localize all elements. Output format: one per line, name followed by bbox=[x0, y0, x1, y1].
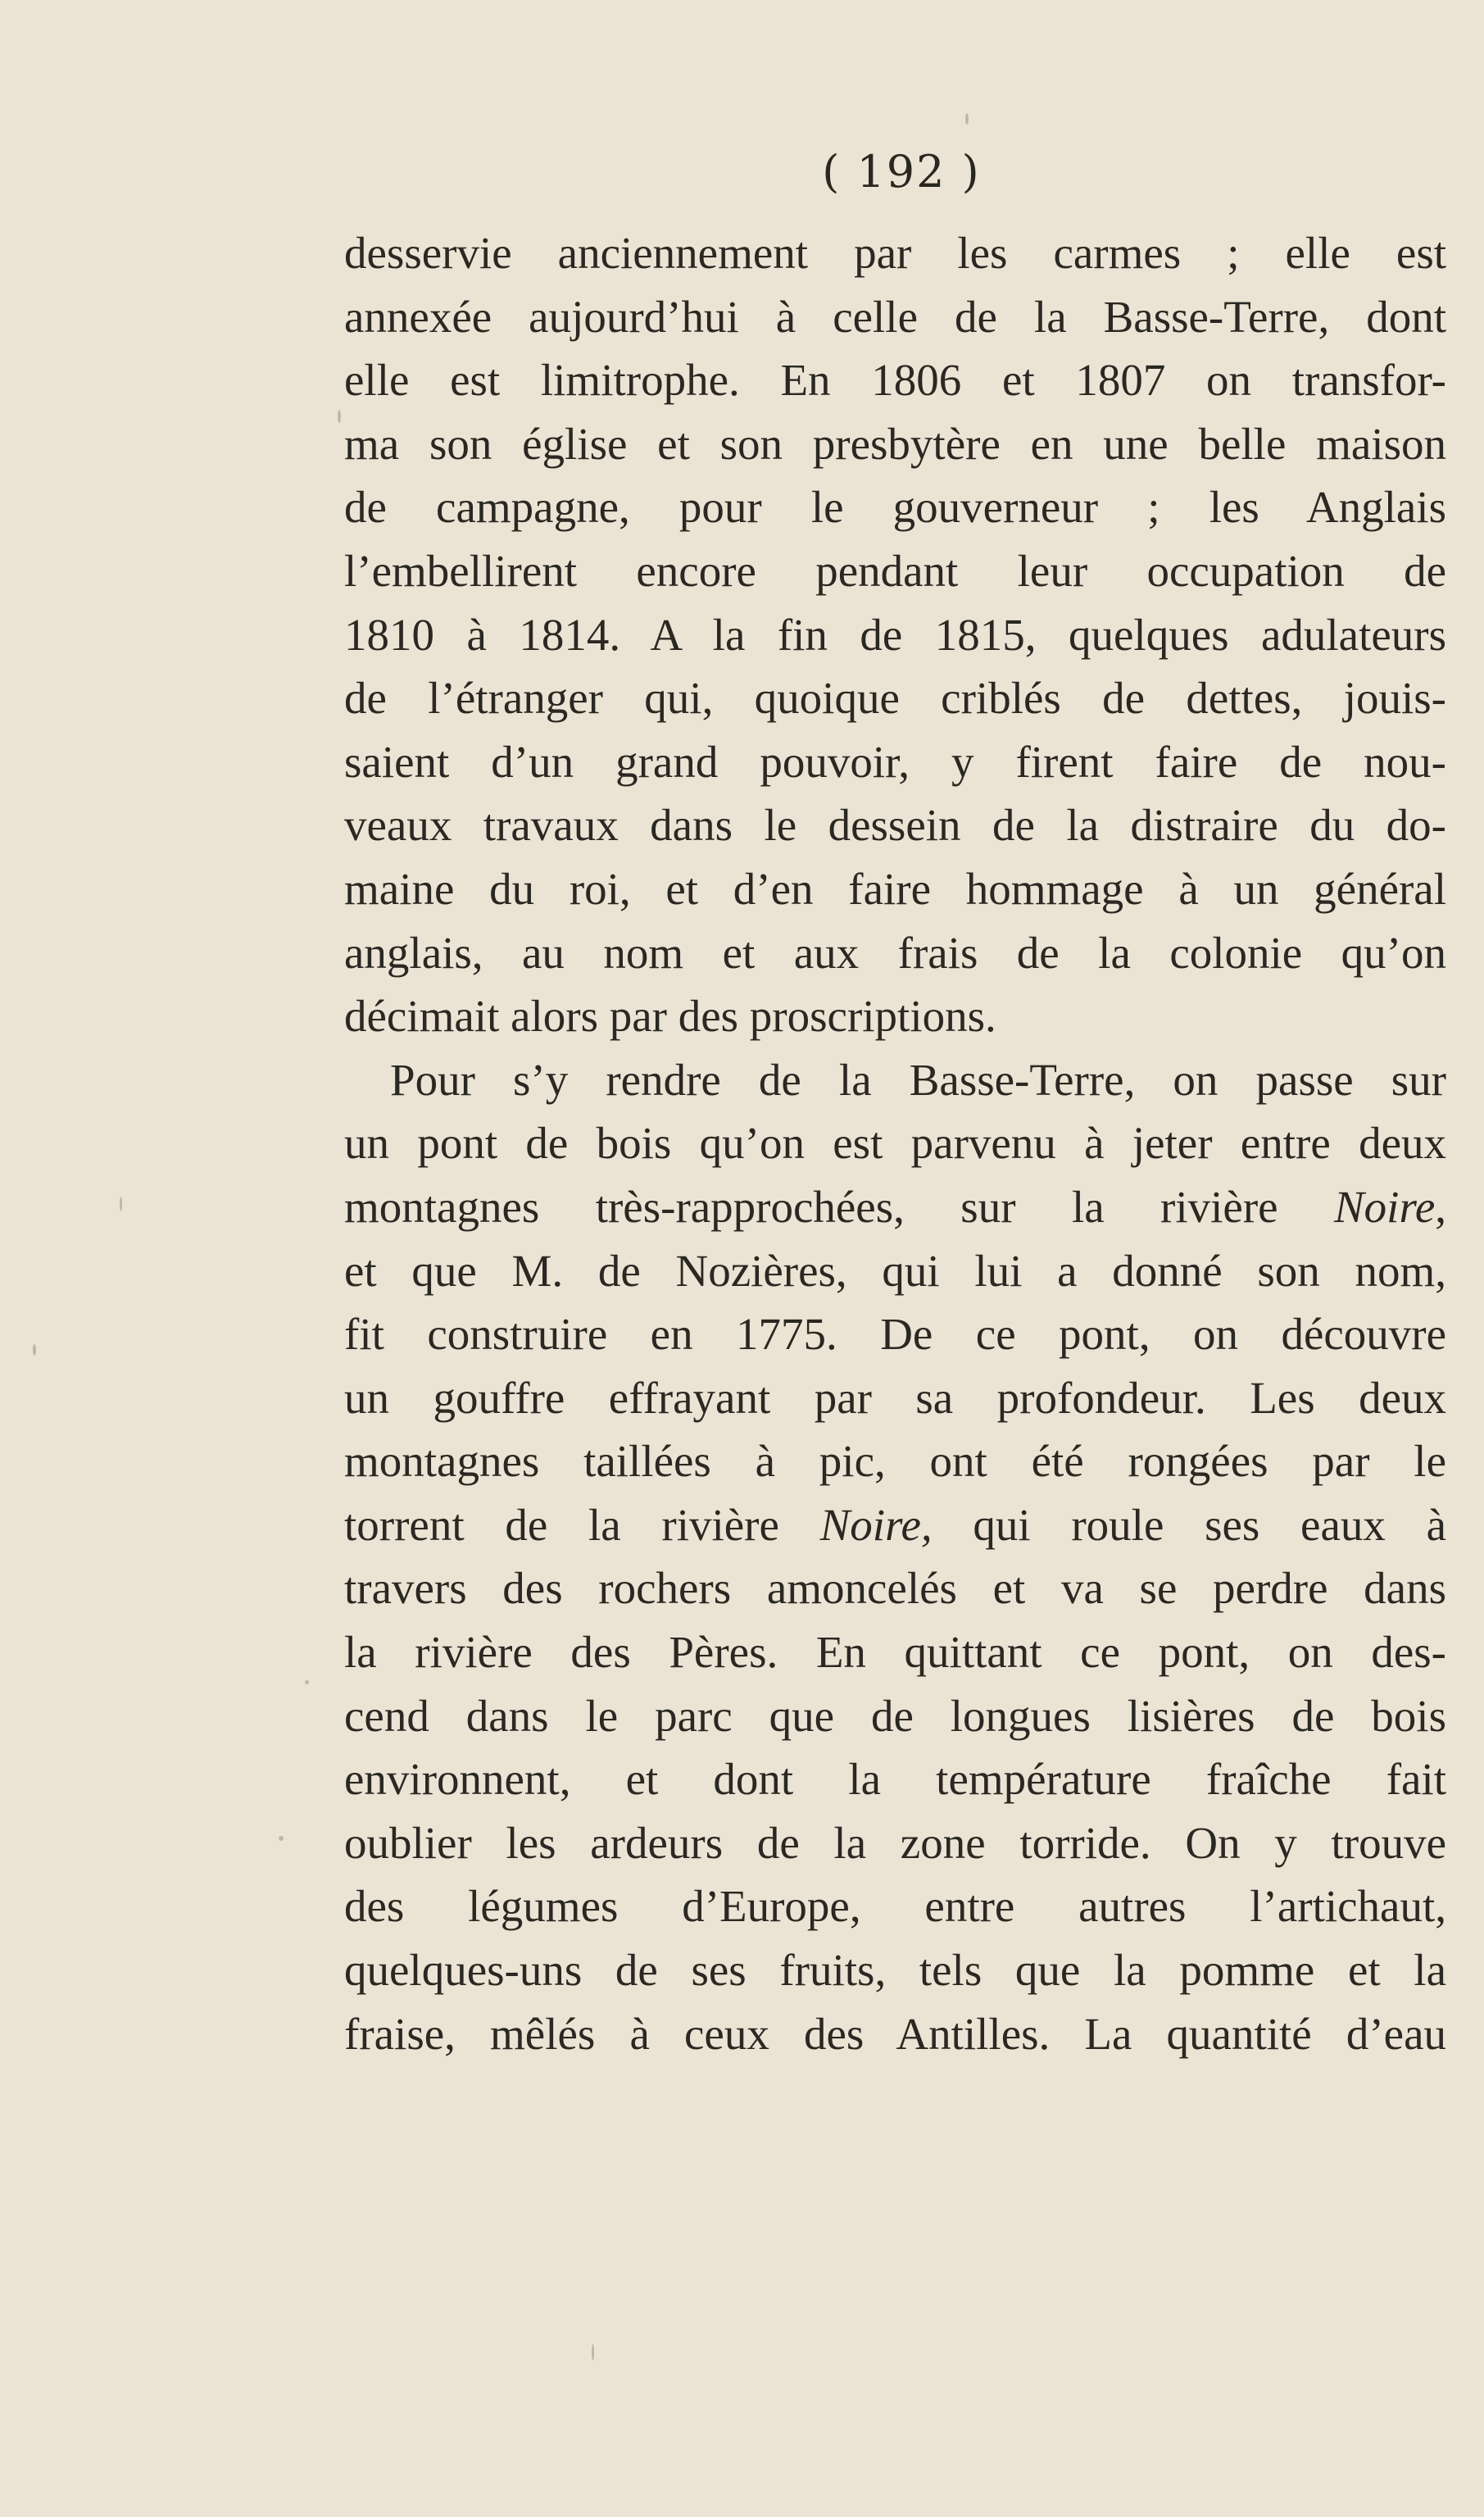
text-line-with-italic bbox=[344, 1493, 1446, 1557]
text-line: des légumes d’Europe, entre autres l’artichaut, bbox=[344, 1881, 1446, 1932]
text-line: maine du roi, et d’en faire hommage à un général bbox=[344, 863, 1446, 914]
paragraph-start-line: Pour s’y rendre de la Basse-Terre, on passe sur bbox=[390, 1054, 1446, 1105]
body-text bbox=[344, 221, 1446, 2065]
text-line: un gouffre effrayant par sa profondeur. Les deux bbox=[344, 1372, 1446, 1423]
text-run: qui roule ses eaux à bbox=[932, 1499, 1446, 1550]
text-run: , bbox=[1435, 1181, 1446, 1232]
text-line: de l’étranger qui, quoique criblés de dettes, jouis- bbox=[344, 673, 1446, 724]
text-line: veaux travaux dans le dessein de la distraire du do- bbox=[344, 800, 1446, 851]
paper-speck bbox=[305, 1680, 309, 1684]
text-line: cend dans le parc que de longues lisières de bois bbox=[344, 1690, 1446, 1741]
text-line: saient d’un grand pouvoir, y firent faire de nou- bbox=[344, 736, 1446, 787]
paper-speck bbox=[279, 1836, 284, 1841]
text-line: 1810 à 1814. A la fin de 1815, quelques adulateurs bbox=[344, 609, 1446, 660]
paper-speck bbox=[33, 1344, 36, 1356]
paper-speck bbox=[965, 113, 969, 125]
text-line: décimait alors par des proscriptions. bbox=[344, 991, 996, 1042]
text-line: la rivière des Pères. En quittant ce pont, on des- bbox=[344, 1627, 1446, 1678]
text-line: un pont de bois qu’on est parvenu à jeter entre deux bbox=[344, 1118, 1446, 1169]
italic-run: Noire bbox=[1334, 1181, 1436, 1232]
text-line: fit construire en 1775. De ce pont, on découvre bbox=[344, 1309, 1446, 1360]
text-run: montagnes très-rapprochées, sur la rivière bbox=[344, 1181, 1334, 1232]
text-line: oublier les ardeurs de la zone torride. On y trouve bbox=[344, 1817, 1446, 1868]
text-line: desservie anciennement par les carmes ; elle est bbox=[344, 228, 1446, 278]
text-line: et que M. de Nozières, qui lui a donné son nom, bbox=[344, 1245, 1446, 1296]
text-line: annexée aujourd’hui à celle de la Basse-Terre, dont bbox=[344, 291, 1446, 342]
text-run: torrent de la rivière bbox=[344, 1499, 820, 1550]
text-line: environnent, et dont la température fraîche fait bbox=[344, 1754, 1446, 1805]
text-line: montagnes taillées à pic, ont été rongées par le bbox=[344, 1436, 1446, 1487]
text-line: ma son église et son presbytère en une belle maison bbox=[344, 418, 1446, 469]
text-line: travers des rochers amoncelés et va se perdre dans bbox=[344, 1563, 1446, 1614]
text-line-with-italic bbox=[344, 1175, 1446, 1239]
text-line: quelques-uns de ses fruits, tels que la pomme et la bbox=[344, 1945, 1446, 1996]
text-line: elle est limitrophe. En 1806 et 1807 on transfor- bbox=[344, 355, 1446, 406]
paper-speck bbox=[120, 1197, 122, 1211]
text-line: anglais, au nom et aux frais de la colonie qu’on bbox=[344, 927, 1446, 978]
text-line: de campagne, pour le gouverneur ; les Anglais bbox=[344, 482, 1446, 533]
paper-speck bbox=[338, 410, 341, 423]
italic-run: Noire, bbox=[819, 1499, 933, 1550]
paper-speck bbox=[592, 2344, 594, 2360]
page-number: ( 192 ) bbox=[822, 146, 981, 198]
text-line: l’embellirent encore pendant leur occupation de bbox=[344, 545, 1446, 596]
text-line: fraise, mêlés à ceux des Antilles. La quantité d’eau bbox=[344, 2008, 1446, 2059]
